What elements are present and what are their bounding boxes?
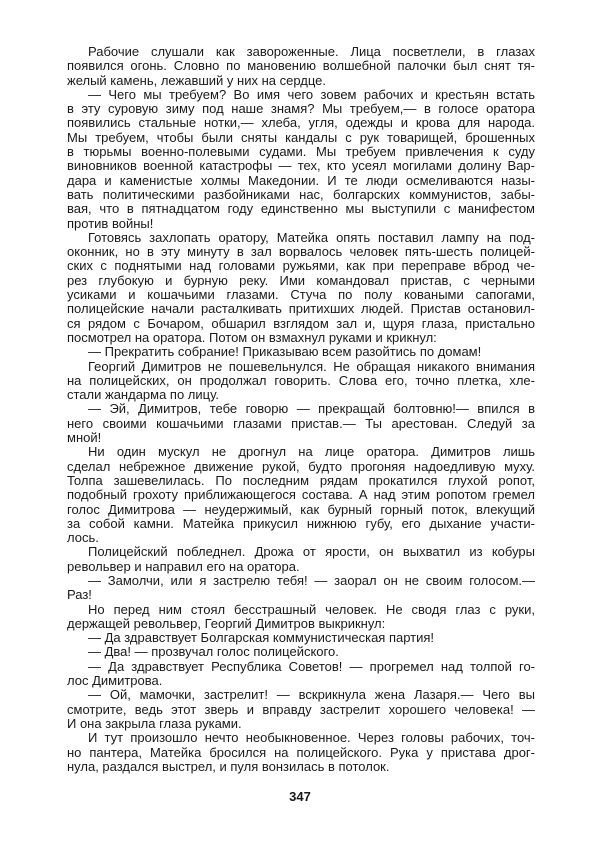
text-line: — Да здравствует Республика Советов! — прогремел над толпой го- [88, 658, 535, 674]
text-line: Но перед ним стоял бесстрашный человек. Не сводя глаз с руки, [88, 601, 535, 617]
paragraph [67, 603, 535, 632]
body-text [67, 45, 535, 774]
text-line: Готовясь захлопать оратору, Матейка опять поставил лампу на под- [88, 229, 535, 245]
paragraph [67, 360, 535, 403]
paragraph [67, 631, 535, 645]
paragraph [67, 574, 535, 603]
text-line: мной! [67, 430, 102, 446]
text-line: оконник, но в эту минуту в зал ворвалось человек пять-шесть полицей- [67, 244, 535, 260]
page-number: 347 [289, 789, 311, 804]
text-line: Ни один мускул не дрогнул на лице оратора. Димитров лишь [88, 444, 535, 460]
text-line: — Ой, мамочки, застрелит! — вскрикнула жена Лазаря.— Чего вы [88, 687, 535, 703]
text-line: — Прекратить собрание! Приказываю всем разойтись по домам! [88, 344, 482, 360]
paragraph [67, 402, 535, 445]
paragraph [67, 545, 535, 574]
text-line: вая, что в пятнадцатом году единственно мы выступили с манифестом [67, 201, 535, 217]
paragraph [67, 445, 535, 545]
text-line: — Замолчи, или я застрелю тебя! — заорал он не своим голосом.— [88, 572, 535, 588]
text-line: Мы требуем, чтобы были сняты кандалы с рук товарищей, брошенных [67, 129, 535, 145]
text-line: посмотрел на оратора. Потом он взмахнул руками и крикнул: [67, 329, 437, 345]
text-line: на полицейских, он продолжал говорить. Слова его, точно плетка, хле- [67, 372, 535, 388]
text-line: появился огонь. Словно по мановению волшебной палочки был снят тя- [67, 58, 535, 74]
text-line: него своими кошачьими глазами пристав.— Ты арестован. Следуй за [67, 415, 535, 431]
text-line: Рабочие слушали как завороженные. Лица посветлели, в глазах [88, 44, 535, 59]
text-line: Толпа зашевелилась. По последним рядам прокатился глухой ропот, [67, 472, 535, 488]
text-line: смотрите, ведь этот зверь и вправду застрелит хорошего человека! — [67, 701, 535, 717]
text-line: дара и каменистые холмы Македонии. И те люди осмеливаются назы- [67, 172, 535, 188]
text-line: И она закрыла глаза руками. [67, 715, 242, 731]
text-line: виновников военной катастрофы — тех, кто усеял могилами долину Вар- [67, 158, 535, 174]
paragraph [67, 645, 535, 659]
text-line: ских с поднятыми над головами ружьями, как при переправе вброд че- [67, 258, 535, 274]
text-line: — Два! — прозвучал голос полицейского. [88, 644, 339, 660]
text-line: сделал небрежное движение рукой, будто прогоняя надоедливую муху. [67, 458, 535, 474]
text-line: в эту суровую зиму под наше знамя? Мы требуем,— в голосе оратора [67, 101, 535, 117]
paragraph [67, 231, 535, 345]
text-line: лось. [67, 530, 99, 546]
text-line: появились стальные нотки,— хлеба, угля, одежды и крова для народа. [67, 115, 535, 131]
paragraph [67, 731, 535, 774]
text-line: желый камень, лежавший у них на сердце. [67, 72, 326, 88]
text-line: но пантера, Матейка бросился на полицейского. Рука у пристава дрог- [67, 744, 535, 760]
text-line: ся рядом с Бочаром, обшарил взглядом зал и, щуря глаза, пристально [67, 315, 535, 331]
text-line: — Да здравствует Болгарская коммунистическая партия! [88, 630, 435, 646]
text-line: И тут произошло нечто необыкновенное. Через головы рабочих, точ- [88, 730, 535, 746]
text-line: усиками и кошачьими глазами. Стуча по полу коваными сапогами, [67, 287, 535, 303]
paragraph [67, 88, 535, 231]
text-line: нула, раздался выстрел, и пуля вонзилась в потолок. [67, 758, 390, 774]
text-line: стали жандарма по лицу. [67, 387, 219, 403]
text-line: Раз! [67, 587, 92, 603]
text-line: рез глубокую и бурную реку. Ими командовал пристав, с черными [67, 272, 535, 288]
text-line: держащей револьвер, Георгий Димитров выкрикнул: [67, 615, 386, 631]
text-line: за собой камни. Матейка прикусил нижнюю губу, его дыхание участи- [67, 515, 535, 531]
text-line: лос Димитрова. [67, 673, 163, 689]
text-line: голос Димитрова — неудержимый, как бурный горный поток, влекущий [67, 501, 535, 517]
paragraph [67, 45, 535, 88]
text-line: — Чего мы требуем? Во имя чего зовем рабочих и крестьян встать [88, 86, 535, 102]
paragraph [67, 688, 535, 731]
paragraph [67, 345, 535, 359]
text-line: револьвер и направил его на оратора. [67, 558, 300, 574]
text-line: подобный грохоту приближающегося состава. А над этим ропотом гремел [67, 487, 535, 503]
text-line: вать политическими разбойниками нас, болгарских коммунистов, забы- [67, 186, 535, 202]
text-line: в тюрьмы военно-полевыми судами. Мы требуем привлечения к суду [67, 144, 535, 160]
text-line: Георгий Димитров не пошевельнулся. Не обращая никакого внимания [88, 358, 535, 374]
text-line: полицейские начали расталкивать притихших людей. Пристав остановил- [67, 301, 535, 317]
text-line: — Эй, Димитров, тебе говорю — прекращай болтовню!— впился в [88, 401, 535, 417]
text-line: против войны! [67, 215, 154, 231]
paragraph [67, 660, 535, 689]
text-line: Полицейский побледнел. Дрожа от ярости, он выхватил из кобуры [88, 544, 535, 560]
